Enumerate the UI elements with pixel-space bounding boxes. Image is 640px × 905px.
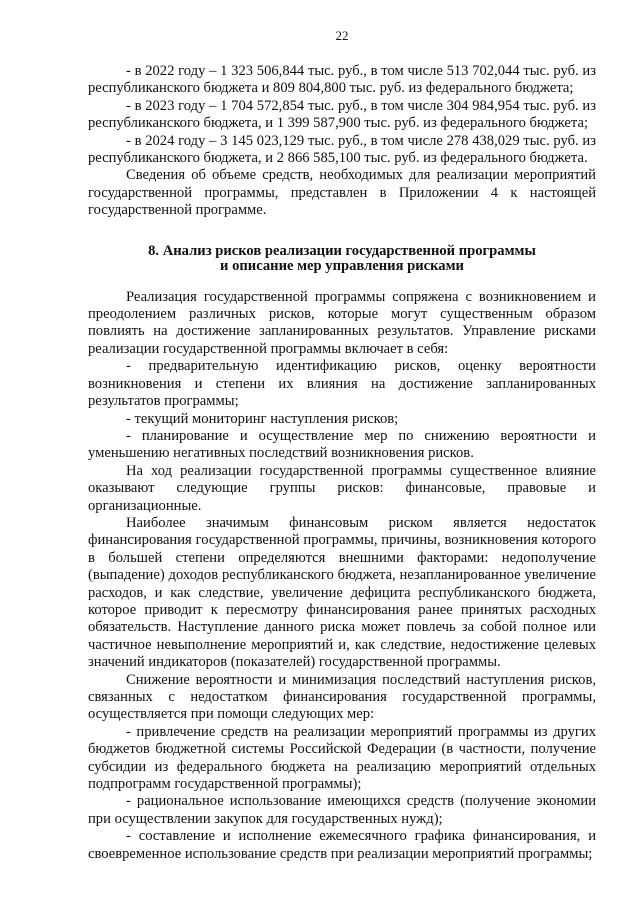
- risk-intro-paragraph: Реализация государственной программы сопряжена с возникновением и преодолением различных рисков, которые могут существенным образом повлиять на достижение запланированных результатов. Управление рисками реализации государственной программы включает в себя:: [88, 288, 596, 357]
- section-heading: [88, 244, 596, 275]
- risk-identification-item: - предварительную идентификацию рисков, оценку вероятности возникновения и степени их влияния на достижение запланированных результатов программы;: [88, 358, 596, 410]
- measure-attract-funds-item: - привлечение средств на реализации мероприятий программы из других бюджетов бюджетной системы Российской Федерации (в частности, получение субсидии из федерального бюджета на реализацию мероприятий отдельных подпрограмм государственной программы);: [88, 723, 596, 793]
- document-page: [88, 28, 596, 863]
- measure-rational-use-item: - рациональное использование имеющихся средств (получение экономии при осуществлении закупок для государственных нужд);: [88, 793, 596, 827]
- risk-reduction-paragraph: Снижение вероятности и минимизация последствий наступления рисков, связанных с недостатком финансирования государственной программы, осуществляется при помощи следующих мер:: [88, 671, 596, 723]
- risk-monitoring-item: - текущий мониторинг наступления рисков;: [126, 410, 399, 427]
- risk-groups-paragraph: На ход реализации государственной программы существенное влияние оказывают следующие группы рисков: финансовые, правовые и организационные.: [88, 462, 596, 514]
- funding-2022-paragraph: - в 2022 году – 1 323 506,844 тыс. руб., в том числе 513 702,044 тыс. руб. из республиканского бюджета и 809 804,800 тыс. руб. из федерального бюджета;: [88, 63, 596, 97]
- appendix-reference-paragraph: Сведения об объеме средств, необходимых для реализации мероприятий государственной программы, представлен в Приложении 4 к настоящей государственной программе.: [88, 167, 596, 219]
- section-heading-line-2: и описание мер управления рисками: [220, 258, 464, 275]
- funding-2024-paragraph: - в 2024 году – 3 145 023,129 тыс. руб., в том числе 278 438,029 тыс. руб. из республиканского бюджета, и 2 866 585,100 тыс. руб. из федерального бюджета.: [88, 132, 596, 167]
- risk-mitigation-item: - планирование и осуществление мер по снижению вероятности и уменьшению негативных последствий возникновения рисков.: [88, 427, 596, 462]
- page-number: 22: [335, 28, 349, 43]
- financial-risk-paragraph: Наиболее значимым финансовым риском является недостаток финансирования государственной программы, причины, возникновения которого в большей степени определяются внешними факторами: недополучение (выпадение) доходов республиканского бюджета, незапланированное увеличение расходов, и как следствие, увеличение дефицита республиканского бюджета, которое приводит к пересмотру финансирования ранее принятых расходных обязательств. Наступление данного риска может повлечь за собой полное или частичное невыполнение мероприятий и, как следствие, недостижение целевых значений индикаторов (показателей) государственной программы.: [88, 514, 596, 671]
- funding-2023-paragraph: - в 2023 году – 1 704 572,854 тыс. руб., в том числе 304 984,954 тыс. руб. из республиканского бюджета, и 1 399 587,900 тыс. руб. из федерального бюджета;: [88, 97, 596, 132]
- measure-schedule-item: - составление и исполнение ежемесячного графика финансирования, и своевременное использование средств при реализации мероприятий программы;: [88, 828, 596, 862]
- section-heading-line-1: 8. Анализ рисков реализации государственной программы: [148, 242, 536, 259]
